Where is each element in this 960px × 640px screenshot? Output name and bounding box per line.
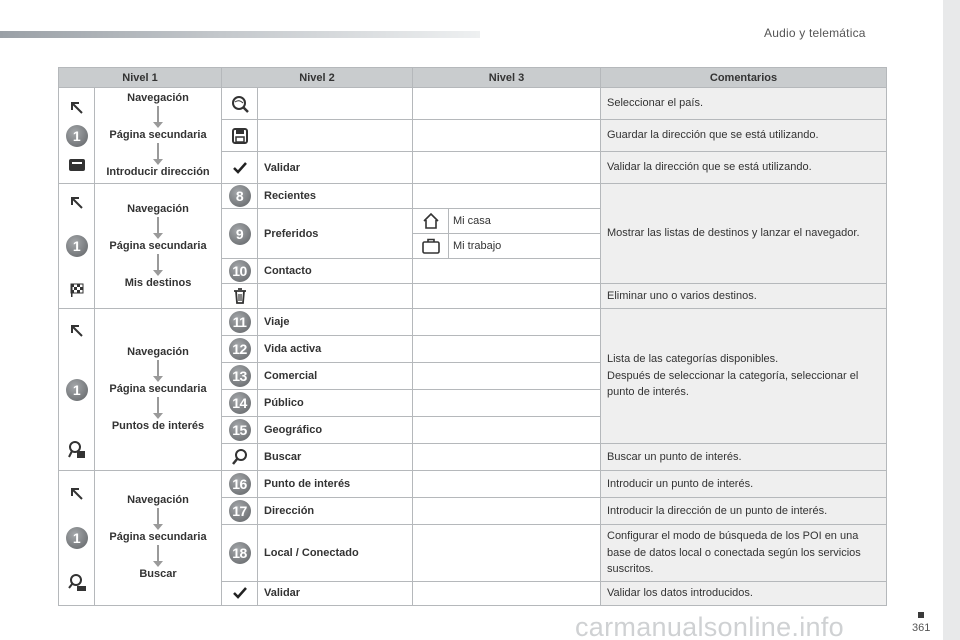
level2-icon-cell	[222, 444, 258, 471]
level2-label: Geográfico	[258, 417, 413, 444]
level1-item: Navegación	[127, 494, 189, 507]
poi-pin-icon	[66, 439, 88, 461]
navigation-arrow-icon	[66, 96, 88, 118]
comment-text: Validar la dirección que se está utilizando.	[601, 152, 887, 184]
comment-text: Guardar la dirección que se está utilizando.	[601, 120, 887, 152]
level-badge: 1	[66, 125, 88, 147]
level2-badge-cell	[222, 309, 258, 336]
home-icon	[421, 211, 441, 231]
search-abc-icon	[66, 572, 88, 594]
comment-line: Después de seleccionar la categoría, seleccionar el punto de interés.	[607, 369, 859, 399]
comment-line: Lista de las categorías disponibles.	[607, 353, 779, 366]
globe-search-icon	[230, 94, 250, 114]
arrow-down-icon	[157, 508, 159, 526]
checkered-flag-icon	[66, 279, 88, 301]
level2-label: Recientes	[258, 184, 413, 209]
level3-label: Mi casa	[449, 209, 601, 234]
level3-empty	[413, 363, 601, 390]
item-badge: 8	[229, 185, 251, 207]
level2-label: Validar	[258, 152, 413, 184]
level3-empty	[413, 390, 601, 417]
level2-label: Buscar	[258, 444, 413, 471]
level-badge: 1	[66, 527, 88, 549]
level3-empty	[413, 471, 601, 498]
page-number: 361	[912, 622, 931, 634]
menu-structure-table	[58, 67, 887, 606]
level1-item: Buscar	[139, 568, 177, 581]
checkmark-icon	[230, 583, 250, 603]
page-edge-strip	[943, 0, 960, 640]
comment-text: Introducir la dirección de un punto de interés.	[601, 498, 887, 525]
level3-empty	[413, 498, 601, 525]
level2-icon-cell	[222, 88, 258, 120]
level2-badge-cell	[222, 336, 258, 363]
column-header-level2: Nivel 2	[222, 68, 413, 88]
level3-label	[413, 88, 601, 120]
navigation-arrow-icon	[66, 319, 88, 341]
level1-icons-cell	[59, 471, 95, 606]
level2-label: Validar	[258, 581, 413, 605]
level3-empty	[413, 309, 601, 336]
level2-label	[258, 120, 413, 152]
comment-text: Buscar un punto de interés.	[601, 444, 887, 471]
header-gradient-bar	[0, 31, 480, 38]
comment-text: Seleccionar el país.	[601, 88, 887, 120]
comment-text: Introducir un punto de interés.	[601, 471, 887, 498]
level1-item: Navegación	[127, 346, 189, 358]
table-row	[59, 309, 887, 336]
level2-label: Dirección	[258, 498, 413, 525]
level2-label: Vida activa	[258, 336, 413, 363]
comment-text	[601, 309, 887, 444]
level-badge: 1	[66, 379, 88, 401]
column-header-level3: Nivel 3	[413, 68, 601, 88]
arrow-down-icon	[157, 106, 159, 124]
level2-badge-cell	[222, 498, 258, 525]
item-badge: 9	[229, 223, 251, 245]
item-badge: 16	[229, 473, 251, 495]
level1-icons-cell	[59, 184, 95, 309]
navigation-arrow-icon	[66, 482, 88, 504]
level1-item: Introducir dirección	[106, 166, 210, 178]
level2-label: Local / Conectado	[258, 525, 413, 582]
level2-label: Preferidos	[258, 209, 413, 259]
watermark: carmanualsonline.info	[575, 612, 844, 640]
briefcase-icon	[421, 236, 441, 256]
level1-icons-cell	[59, 88, 95, 184]
level2-label	[258, 88, 413, 120]
search-icon	[230, 447, 250, 467]
level1-chain-cell	[95, 88, 222, 184]
level2-icon-cell	[222, 152, 258, 184]
level2-icon-cell	[222, 284, 258, 309]
arrow-down-icon	[157, 143, 159, 161]
level3-label: Mi trabajo	[449, 234, 601, 259]
item-badge: 12	[229, 338, 251, 360]
section-title: Audio y telemática	[764, 26, 866, 40]
level2-label: Público	[258, 390, 413, 417]
level1-item: Puntos de interés	[111, 420, 205, 432]
level1-item: Navegación	[127, 202, 189, 215]
arrow-down-icon	[157, 254, 159, 272]
level2-icon-cell	[222, 581, 258, 605]
level3-empty	[413, 417, 601, 444]
item-badge: 11	[229, 311, 251, 333]
comment-text: Mostrar las listas de destinos y lanzar el navegador.	[601, 184, 887, 284]
item-badge: 14	[229, 392, 251, 414]
checkmark-icon	[230, 158, 250, 178]
item-badge: 17	[229, 500, 251, 522]
table-row	[59, 184, 887, 209]
level3-empty	[413, 184, 601, 209]
arrow-down-icon	[157, 545, 159, 563]
level2-badge-cell	[222, 209, 258, 259]
level2-badge-cell	[222, 417, 258, 444]
level3-empty	[413, 525, 601, 582]
level3-empty	[413, 259, 601, 284]
level1-item: Página secundaria	[109, 239, 207, 252]
level2-icon-cell	[222, 120, 258, 152]
item-badge: 10	[229, 260, 251, 282]
level1-chain-cell	[95, 471, 222, 606]
level3-empty	[413, 444, 601, 471]
level2-badge-cell	[222, 363, 258, 390]
table-row	[59, 471, 887, 498]
table-header-row	[59, 68, 887, 88]
level2-badge-cell	[222, 184, 258, 209]
arrow-down-icon	[157, 360, 159, 378]
level2-label: Comercial	[258, 363, 413, 390]
item-badge: 18	[229, 542, 251, 564]
level3-label	[413, 152, 601, 184]
level2-label: Viaje	[258, 309, 413, 336]
item-badge: 13	[229, 365, 251, 387]
column-header-comments: Comentarios	[601, 68, 887, 88]
comment-text: Validar los datos introducidos.	[601, 581, 887, 605]
level3-empty	[413, 581, 601, 605]
level1-chain-cell	[95, 309, 222, 471]
arrow-down-icon	[157, 217, 159, 235]
level-badge: 1	[66, 235, 88, 257]
level1-item: Navegación	[127, 92, 189, 104]
item-badge: 15	[229, 419, 251, 441]
table-row	[59, 88, 887, 120]
comment-text: Configurar el modo de búsqueda de los POI en una base de datos local o conectada según los servicios suscritos.	[601, 525, 887, 582]
comment-text: Eliminar uno o varios destinos.	[601, 284, 887, 309]
level3-icon-cell	[413, 234, 449, 259]
column-header-level1: Nivel 1	[59, 68, 222, 88]
level2-label: Punto de interés	[258, 471, 413, 498]
level1-item: Página secundaria	[109, 383, 207, 395]
level2-badge-cell	[222, 390, 258, 417]
level3-label	[413, 284, 601, 309]
level3-icon-cell	[413, 209, 449, 234]
level1-item: Mis destinos	[124, 276, 192, 289]
address-entry-icon	[66, 154, 88, 176]
level1-item: Página secundaria	[109, 531, 207, 544]
arrow-down-icon	[157, 397, 159, 415]
level2-badge-cell	[222, 471, 258, 498]
trash-icon	[230, 286, 250, 306]
level1-icons-cell	[59, 309, 95, 471]
level1-chain-cell	[95, 184, 222, 309]
navigation-arrow-icon	[66, 191, 88, 213]
level2-label	[258, 284, 413, 309]
level2-label: Contacto	[258, 259, 413, 284]
level2-badge-cell	[222, 525, 258, 582]
level1-item: Página secundaria	[109, 129, 207, 141]
level2-badge-cell	[222, 259, 258, 284]
level3-label	[413, 120, 601, 152]
page-marker	[918, 612, 924, 618]
level3-empty	[413, 336, 601, 363]
save-icon	[230, 126, 250, 146]
